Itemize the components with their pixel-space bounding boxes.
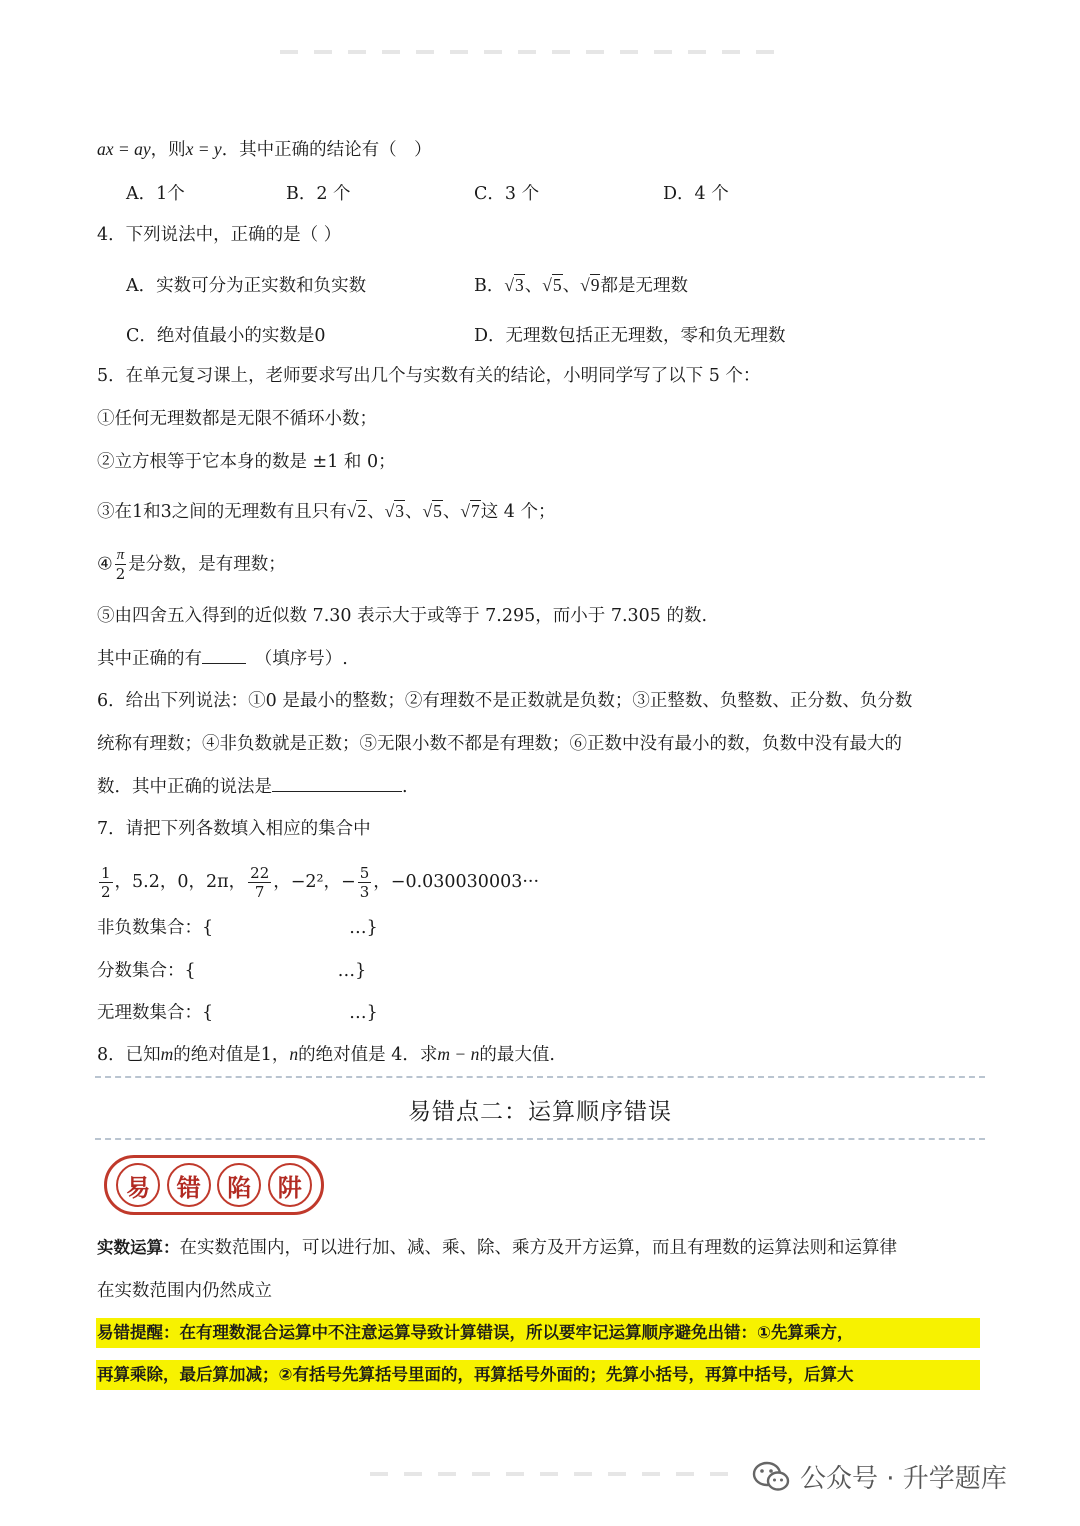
watermark-text: 公众号 · 升学题库 [800,1464,1007,1494]
sqrt-3b: √3 [384,501,404,521]
badge-char: 易 [116,1163,160,1207]
q4-option-b: B．√3、√5、√9都是无理数 [474,275,688,296]
q4-option-d: D．无理数包括正无理数，零和负无理数 [474,326,786,346]
sqrt-9: √9 [580,275,600,295]
badge-char: 错 [167,1163,211,1207]
para-line-1: 实数运算：在实数范围内，可以进行加、减、乘、除、乘方及开方运算，而且有理数的运算法则和运算律 [97,1238,897,1258]
answer-blank[interactable] [272,791,402,792]
answer-blank[interactable] [202,663,246,664]
fraction-22-7: $\frac{22}{7}$ [250,863,270,901]
para-line-2: 在实数范围内仍然成立 [97,1281,272,1301]
q3-eq1: ax = ay [97,139,151,159]
q7-stem: 7．请把下列各数填入相应的集合中 [97,819,371,839]
sqrt-2: √2 [346,501,367,521]
q4-option-a: A．实数可分为正实数和负实数 [126,276,367,296]
divider-top [95,1076,985,1078]
q3-option-b: B．2 个 [286,184,351,204]
tip-line-1: 易错提醒：在有理数混合运算中不注意运算导致计算错误，所以要牢记运算顺序避免出错：①先算乘方， [97,1323,854,1342]
sqrt-3: √3 [504,275,524,295]
q8-stem: 8．已知m的绝对值是1，n的绝对值是 4．求m − n的最大值. [97,1044,555,1065]
q5-statement-3: ③在1和3之间的无理数有且只有√2、√3、√5、√7这 4 个； [97,501,556,522]
faint-footer-text [370,1472,730,1476]
set-fraction: 分数集合：{ …} [97,961,367,981]
badge-char: 陷 [217,1163,261,1207]
fraction-1-2: $\frac{1}{2}$ [101,863,111,901]
q3-option-c: C．3 个 [474,184,540,204]
watermark [752,1458,1007,1495]
q6-line-3: 数．其中正确的说法是 . [97,777,408,797]
q4-stem: 4．下列说法中，正确的是（ ） [97,225,342,245]
sqrt-5: √5 [542,275,562,295]
q6-line-2: 统称有理数；④非负数就是正数；⑤无限小数不都是有理数；⑥正数中没有最小的数，负数中没有最大的 [97,734,902,754]
q3-eq2: x = y [185,139,222,159]
q5-statement-1: ①任何无理数都是无限不循环小数； [97,409,377,429]
sqrt-5b: √5 [422,501,442,521]
divider-bottom [95,1138,985,1140]
tip-line-2: 再算乘除，最后算加减；②有括号先算括号里面的，再算括号外面的；先算小括号，再算中括号，后算大 [97,1365,854,1384]
q3-tail: ax = ay，则x = y．其中正确的结论有（ ） [97,139,432,160]
pitfall-badge [104,1155,324,1215]
faint-header-text [280,50,780,54]
sqrt-7: √7 [460,501,480,521]
q5-statement-5: ⑤由四舍五入得到的近似数 7.30 表示大于或等于 7.295，而小于 7.305 的数. [97,606,708,626]
q5-statement-4: ④ $\frac{\pi}{2}$ 是分数，是有理数； [97,547,286,583]
fraction-pi-over-2: $\frac{\pi}{2}$ [115,547,126,583]
set-nonnegative: 非负数集合：{ …} [97,918,378,938]
para-label: 实数运算： [97,1238,180,1257]
q7-number-list: $\frac{1}{2}$ ，5.2，0，2π， $\frac{22}{7}$ ，−2²，− $\frac{5}{3}$ ，−0.030030003··· [101,863,540,901]
q3-option-d: D．4 个 [663,184,729,204]
q4-option-c: C．绝对值最小的实数是0 [126,326,326,346]
section-title: 易错点二：运算顺序错误 [408,1099,672,1125]
badge-char: 阱 [268,1163,312,1207]
fraction-5-3: $\frac{5}{3}$ [359,863,370,901]
q6-line-1: 6．给出下列说法：①0 是最小的整数；②有理数不是正数就是负数；③正整数、负整数、正分数、负分数 [97,691,913,711]
q5-stem: 5．在单元复习课上，老师要求写出几个与实数有关的结论，小明同学写了以下 5 个： [97,366,761,386]
wechat-icon [752,1461,790,1493]
set-irrational: 无理数集合：{ …} [97,1003,378,1023]
q5-answer-line: 其中正确的有 （填序号）. [97,649,348,669]
q5-statement-2: ②立方根等于它本身的数是 ±1 和 0； [97,452,396,472]
q3-option-a: A．1个 [126,184,185,204]
